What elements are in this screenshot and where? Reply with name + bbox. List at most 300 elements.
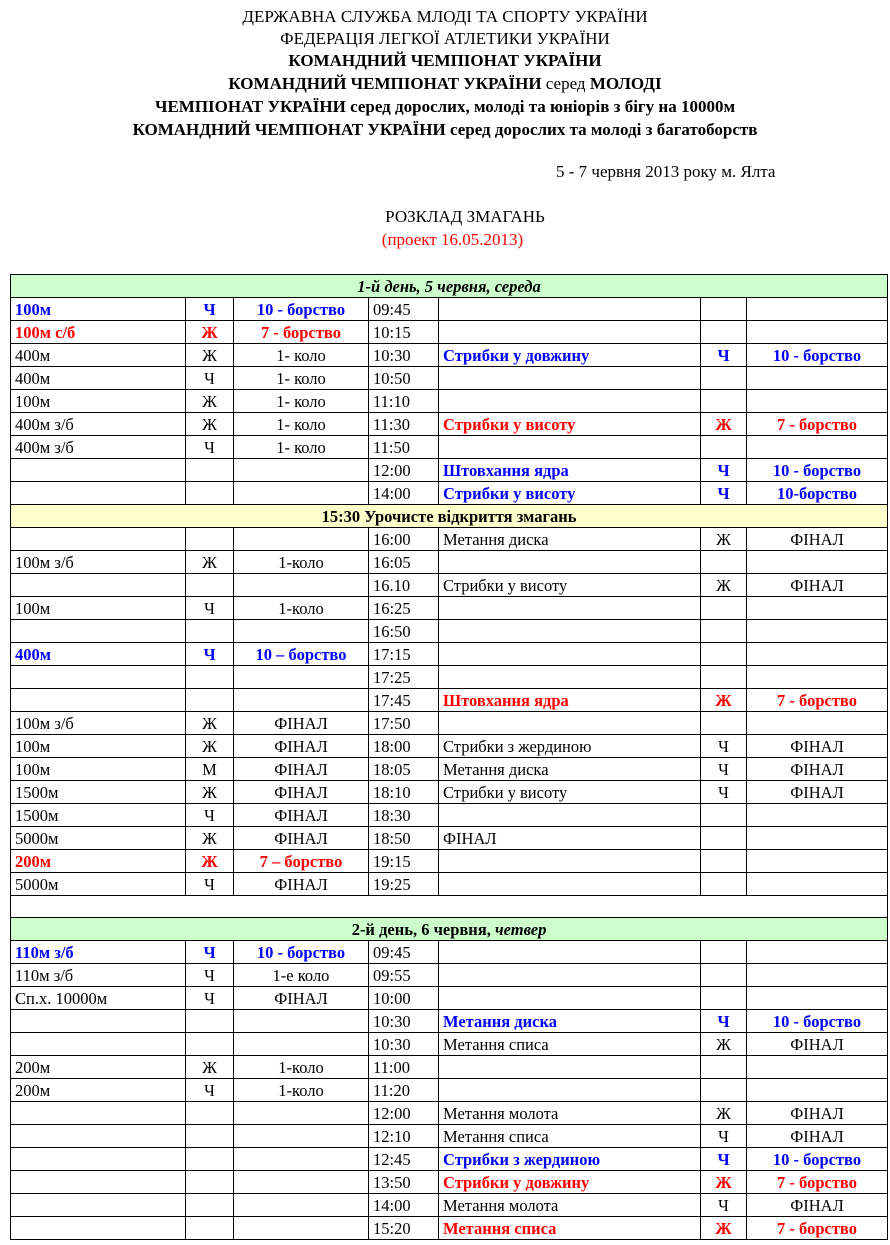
time-cell: 11:50: [369, 436, 439, 459]
field-round-cell: [747, 804, 888, 827]
track-round-cell: 10 - борство: [234, 941, 369, 964]
field-event-cell: [439, 436, 701, 459]
track-event-cell: 200м: [11, 850, 186, 873]
schedule-row: [11, 1033, 888, 1056]
field-event-cell: [439, 298, 701, 321]
track-event-cell: 110м з/б: [11, 964, 186, 987]
schedule-title: РОЗКЛАД ЗМАГАНЬ: [385, 207, 545, 226]
track-sex-cell: Ч: [186, 873, 234, 896]
time-cell: 13:50: [369, 1171, 439, 1194]
track-event-cell: [11, 1033, 186, 1056]
field-sex-cell: [701, 987, 747, 1010]
schedule-row: [11, 459, 888, 482]
track-sex-cell: Ж: [186, 390, 234, 413]
track-sex-cell: Ч: [186, 941, 234, 964]
field-round-cell: [747, 367, 888, 390]
schedule-row: [11, 528, 888, 551]
track-round-cell: 1- коло: [234, 344, 369, 367]
time-cell: 10:30: [369, 344, 439, 367]
track-sex-cell: Ж: [186, 827, 234, 850]
field-sex-cell: Ч: [701, 459, 747, 482]
field-event-cell: ФІНАЛ: [439, 827, 701, 850]
field-event-cell: [439, 941, 701, 964]
track-round-cell: 1- коло: [234, 436, 369, 459]
time-cell: 18:10: [369, 781, 439, 804]
schedule-row: [11, 1125, 888, 1148]
time-cell: 16:25: [369, 597, 439, 620]
schedule-row: [11, 321, 888, 344]
schedule-table: [10, 274, 888, 1240]
track-sex-cell: [186, 1217, 234, 1240]
track-event-cell: 400м з/б: [11, 413, 186, 436]
track-sex-cell: Ж: [186, 735, 234, 758]
track-round-cell: 1-коло: [234, 1079, 369, 1102]
field-round-cell: 10 - борство: [747, 1148, 888, 1171]
track-round-cell: [234, 1217, 369, 1240]
schedule-row: [11, 964, 888, 987]
schedule-row: [11, 643, 888, 666]
track-round-cell: 1- коло: [234, 390, 369, 413]
time-cell: 16:50: [369, 620, 439, 643]
track-round-cell: ФІНАЛ: [234, 735, 369, 758]
track-event-cell: 100м з/б: [11, 712, 186, 735]
field-event-cell: [439, 597, 701, 620]
field-round-cell: 10 - борство: [747, 344, 888, 367]
track-sex-cell: Ж: [186, 321, 234, 344]
track-event-cell: 200м: [11, 1079, 186, 1102]
track-sex-cell: Ч: [186, 597, 234, 620]
field-event-cell: [439, 1079, 701, 1102]
time-cell: 10:15: [369, 321, 439, 344]
track-event-cell: 400м: [11, 643, 186, 666]
field-event-cell: [439, 873, 701, 896]
time-cell: 17:50: [369, 712, 439, 735]
schedule-row: [11, 597, 888, 620]
track-round-cell: 1- коло: [234, 413, 369, 436]
track-sex-cell: Ж: [186, 781, 234, 804]
field-event-cell: Метання молота: [439, 1102, 701, 1125]
track-round-cell: 1-коло: [234, 1056, 369, 1079]
track-sex-cell: [186, 666, 234, 689]
field-round-cell: ФІНАЛ: [747, 528, 888, 551]
track-event-cell: [11, 1102, 186, 1125]
schedule-row: [11, 712, 888, 735]
field-event-cell: Метання списа: [439, 1217, 701, 1240]
track-round-cell: [234, 574, 369, 597]
schedule-row: [11, 850, 888, 873]
field-sex-cell: Ж: [701, 528, 747, 551]
time-cell: 19:25: [369, 873, 439, 896]
header-line-4: КОМАНДНИЙ ЧЕМПІОНАТ УКРАЇНИ серед МОЛОДІ: [228, 74, 662, 93]
field-event-cell: [439, 712, 701, 735]
track-sex-cell: Ч: [186, 987, 234, 1010]
schedule-row: [11, 1102, 888, 1125]
field-round-cell: 10-борство: [747, 482, 888, 505]
day2-header: 2-й день, 6 червня, четвер: [11, 918, 888, 941]
field-event-cell: Метання диска: [439, 528, 701, 551]
track-event-cell: 100м: [11, 758, 186, 781]
track-sex-cell: [186, 689, 234, 712]
time-cell: 10:30: [369, 1010, 439, 1033]
time-cell: 16.10: [369, 574, 439, 597]
track-sex-cell: [186, 1010, 234, 1033]
field-sex-cell: [701, 390, 747, 413]
track-round-cell: ФІНАЛ: [234, 712, 369, 735]
track-round-cell: [234, 459, 369, 482]
track-event-cell: 100м: [11, 735, 186, 758]
time-cell: 19:15: [369, 850, 439, 873]
track-sex-cell: Ч: [186, 367, 234, 390]
field-round-cell: [747, 643, 888, 666]
field-round-cell: ФІНАЛ: [747, 735, 888, 758]
field-sex-cell: [701, 873, 747, 896]
track-sex-cell: [186, 1148, 234, 1171]
time-cell: 10:50: [369, 367, 439, 390]
field-round-cell: [747, 712, 888, 735]
track-sex-cell: Ч: [186, 298, 234, 321]
schedule-row: [11, 390, 888, 413]
field-sex-cell: [701, 712, 747, 735]
field-event-cell: [439, 987, 701, 1010]
track-sex-cell: Ж: [186, 1056, 234, 1079]
schedule-row: [11, 804, 888, 827]
schedule-row: [11, 1217, 888, 1240]
track-round-cell: [234, 528, 369, 551]
track-event-cell: 5000м: [11, 827, 186, 850]
field-sex-cell: [701, 551, 747, 574]
field-event-cell: [439, 1056, 701, 1079]
field-round-cell: ФІНАЛ: [747, 1102, 888, 1125]
field-sex-cell: [701, 804, 747, 827]
schedule-row: [11, 1010, 888, 1033]
field-round-cell: [747, 941, 888, 964]
field-event-cell: Стрибки з жердиною: [439, 1148, 701, 1171]
schedule-row: [11, 1171, 888, 1194]
schedule-row: [11, 666, 888, 689]
track-event-cell: [11, 689, 186, 712]
field-event-cell: Метання диска: [439, 758, 701, 781]
track-round-cell: [234, 1148, 369, 1171]
track-sex-cell: [186, 1125, 234, 1148]
field-sex-cell: [701, 321, 747, 344]
field-sex-cell: Ч: [701, 1010, 747, 1033]
field-event-cell: Стрибки у висоту: [439, 781, 701, 804]
track-round-cell: [234, 1171, 369, 1194]
time-cell: 15:20: [369, 1217, 439, 1240]
track-event-cell: 100м: [11, 597, 186, 620]
header-line-6: КОМАНДНИЙ ЧЕМПІОНАТ УКРАЇНИ серед дорослих та молоді з багатоборств: [132, 120, 758, 139]
track-sex-cell: Ч: [186, 1079, 234, 1102]
track-round-cell: 1-коло: [234, 551, 369, 574]
field-round-cell: [747, 298, 888, 321]
track-event-cell: 100м: [11, 298, 186, 321]
field-sex-cell: Ж: [701, 1033, 747, 1056]
track-sex-cell: [186, 620, 234, 643]
time-cell: 12:45: [369, 1148, 439, 1171]
time-cell: 14:00: [369, 1194, 439, 1217]
field-sex-cell: [701, 941, 747, 964]
track-sex-cell: [186, 1194, 234, 1217]
time-cell: 17:15: [369, 643, 439, 666]
field-round-cell: 10 - борство: [747, 459, 888, 482]
field-round-cell: [747, 597, 888, 620]
track-round-cell: [234, 689, 369, 712]
track-event-cell: [11, 1194, 186, 1217]
track-event-cell: 110м з/б: [11, 941, 186, 964]
time-cell: 18:50: [369, 827, 439, 850]
field-sex-cell: Ч: [701, 781, 747, 804]
field-round-cell: 7 - борство: [747, 1171, 888, 1194]
track-sex-cell: Ж: [186, 413, 234, 436]
schedule-row: [11, 689, 888, 712]
field-event-cell: Стрибки у довжину: [439, 1171, 701, 1194]
track-event-cell: [11, 1171, 186, 1194]
track-round-cell: ФІНАЛ: [234, 781, 369, 804]
field-sex-cell: [701, 1056, 747, 1079]
field-sex-cell: Ж: [701, 413, 747, 436]
track-sex-cell: Ч: [186, 804, 234, 827]
field-round-cell: [747, 827, 888, 850]
field-sex-cell: [701, 298, 747, 321]
track-event-cell: [11, 528, 186, 551]
field-sex-cell: Ч: [701, 1125, 747, 1148]
track-sex-cell: Ч: [186, 643, 234, 666]
time-cell: 12:10: [369, 1125, 439, 1148]
field-round-cell: ФІНАЛ: [747, 1033, 888, 1056]
track-round-cell: 7 - борство: [234, 321, 369, 344]
track-event-cell: [11, 482, 186, 505]
track-round-cell: [234, 666, 369, 689]
time-cell: 18:30: [369, 804, 439, 827]
schedule-row: [11, 620, 888, 643]
track-event-cell: [11, 1125, 186, 1148]
field-sex-cell: Ж: [701, 1171, 747, 1194]
track-event-cell: 1500м: [11, 804, 186, 827]
time-cell: 17:25: [369, 666, 439, 689]
track-event-cell: 5000м: [11, 873, 186, 896]
track-sex-cell: [186, 1033, 234, 1056]
field-sex-cell: Ч: [701, 758, 747, 781]
field-sex-cell: [701, 1079, 747, 1102]
field-round-cell: [747, 964, 888, 987]
header-line-3: КОМАНДНИЙ ЧЕМПІОНАТ УКРАЇНИ: [288, 51, 602, 70]
field-round-cell: 7 - борство: [747, 689, 888, 712]
field-event-cell: [439, 964, 701, 987]
track-round-cell: [234, 482, 369, 505]
schedule-row: [11, 781, 888, 804]
time-cell: 16:05: [369, 551, 439, 574]
schedule-row: [11, 987, 888, 1010]
field-round-cell: [747, 1056, 888, 1079]
track-event-cell: 100м з/б: [11, 551, 186, 574]
schedule-row: [11, 1194, 888, 1217]
field-sex-cell: Ч: [701, 1194, 747, 1217]
field-round-cell: [747, 551, 888, 574]
track-sex-cell: Ч: [186, 436, 234, 459]
track-round-cell: [234, 1125, 369, 1148]
field-round-cell: [747, 390, 888, 413]
field-event-cell: Метання диска: [439, 1010, 701, 1033]
track-event-cell: 200м: [11, 1056, 186, 1079]
field-event-cell: [439, 850, 701, 873]
schedule-row: [11, 941, 888, 964]
track-event-cell: 1500м: [11, 781, 186, 804]
time-cell: 09:45: [369, 941, 439, 964]
field-sex-cell: [701, 643, 747, 666]
field-sex-cell: [701, 597, 747, 620]
track-round-cell: [234, 1010, 369, 1033]
track-event-cell: [11, 1010, 186, 1033]
track-event-cell: [11, 1148, 186, 1171]
time-cell: 10:00: [369, 987, 439, 1010]
track-round-cell: [234, 1033, 369, 1056]
schedule-row: [11, 1079, 888, 1102]
field-event-cell: Штовхання ядра: [439, 689, 701, 712]
track-event-cell: [11, 620, 186, 643]
field-round-cell: [747, 873, 888, 896]
spacer-row: [11, 896, 888, 918]
header-line-5: ЧЕМПІОНАТ УКРАЇНИ серед дорослих, молоді та юніорів з бігу на 10000м: [154, 97, 736, 116]
field-sex-cell: [701, 367, 747, 390]
time-cell: 12:00: [369, 1102, 439, 1125]
opening-ceremony: 15:30 Урочисте відкриття змагань: [11, 505, 888, 528]
schedule-row: [11, 413, 888, 436]
track-round-cell: 10 - борство: [234, 298, 369, 321]
field-event-cell: [439, 551, 701, 574]
field-round-cell: [747, 666, 888, 689]
track-round-cell: 1-коло: [234, 597, 369, 620]
field-event-cell: [439, 390, 701, 413]
time-cell: 11:10: [369, 390, 439, 413]
header-line-2: ФЕДЕРАЦІЯ ЛЕГКОЇ АТЛЕТИКИ УКРАЇНИ: [280, 29, 610, 48]
track-round-cell: ФІНАЛ: [234, 758, 369, 781]
track-round-cell: [234, 620, 369, 643]
track-event-cell: [11, 459, 186, 482]
time-cell: 11:20: [369, 1079, 439, 1102]
track-round-cell: 7 – борство: [234, 850, 369, 873]
track-round-cell: [234, 1102, 369, 1125]
field-sex-cell: Ч: [701, 344, 747, 367]
day1-header: 1-й день, 5 червня, середа: [11, 275, 888, 298]
field-event-cell: [439, 321, 701, 344]
time-cell: 09:45: [369, 298, 439, 321]
schedule-row: [11, 298, 888, 321]
track-round-cell: ФІНАЛ: [234, 873, 369, 896]
field-sex-cell: Ж: [701, 1217, 747, 1240]
schedule-row: [11, 367, 888, 390]
field-round-cell: [747, 321, 888, 344]
field-sex-cell: [701, 827, 747, 850]
field-sex-cell: [701, 620, 747, 643]
time-cell: 09:55: [369, 964, 439, 987]
schedule-row: [11, 1056, 888, 1079]
schedule-row: [11, 551, 888, 574]
track-event-cell: 100м: [11, 390, 186, 413]
track-sex-cell: Ж: [186, 551, 234, 574]
track-sex-cell: Ж: [186, 712, 234, 735]
field-event-cell: [439, 620, 701, 643]
track-sex-cell: М: [186, 758, 234, 781]
field-event-cell: Стрибки у висоту: [439, 413, 701, 436]
time-cell: 18:05: [369, 758, 439, 781]
field-round-cell: ФІНАЛ: [747, 1194, 888, 1217]
field-sex-cell: Ч: [701, 1148, 747, 1171]
track-event-cell: [11, 574, 186, 597]
field-round-cell: ФІНАЛ: [747, 574, 888, 597]
track-event-cell: 400м: [11, 367, 186, 390]
track-event-cell: [11, 666, 186, 689]
field-round-cell: [747, 850, 888, 873]
time-cell: 11:30: [369, 413, 439, 436]
field-sex-cell: Ч: [701, 482, 747, 505]
schedule-row: [11, 574, 888, 597]
time-cell: 12:00: [369, 459, 439, 482]
field-round-cell: 7 - борство: [747, 1217, 888, 1240]
track-sex-cell: Ч: [186, 964, 234, 987]
field-round-cell: 10 - борство: [747, 1010, 888, 1033]
field-sex-cell: Ж: [701, 1102, 747, 1125]
track-sex-cell: [186, 482, 234, 505]
schedule-row: [11, 1148, 888, 1171]
schedule-row: [11, 482, 888, 505]
field-round-cell: ФІНАЛ: [747, 1125, 888, 1148]
field-event-cell: [439, 367, 701, 390]
field-event-cell: [439, 643, 701, 666]
schedule-row: [11, 873, 888, 896]
schedule-row: [11, 827, 888, 850]
schedule-row: [11, 758, 888, 781]
field-event-cell: Стрибки у довжину: [439, 344, 701, 367]
track-sex-cell: [186, 459, 234, 482]
time-cell: 10:30: [369, 1033, 439, 1056]
field-sex-cell: Ж: [701, 574, 747, 597]
field-sex-cell: [701, 850, 747, 873]
time-cell: 17:45: [369, 689, 439, 712]
field-round-cell: [747, 1079, 888, 1102]
track-round-cell: ФІНАЛ: [234, 804, 369, 827]
track-sex-cell: Ж: [186, 850, 234, 873]
track-event-cell: 400м з/б: [11, 436, 186, 459]
field-sex-cell: [701, 436, 747, 459]
track-round-cell: 10 – борство: [234, 643, 369, 666]
track-round-cell: 1- коло: [234, 367, 369, 390]
time-cell: 18:00: [369, 735, 439, 758]
time-cell: 16:00: [369, 528, 439, 551]
track-event-cell: Сп.х. 10000м: [11, 987, 186, 1010]
field-event-cell: [439, 666, 701, 689]
track-sex-cell: [186, 528, 234, 551]
date-place: 5 - 7 червня 2013 року м. Ялта: [556, 162, 776, 181]
time-cell: 11:00: [369, 1056, 439, 1079]
schedule-body: [11, 275, 888, 1240]
field-event-cell: [439, 804, 701, 827]
track-sex-cell: [186, 1171, 234, 1194]
track-round-cell: [234, 1194, 369, 1217]
field-round-cell: [747, 987, 888, 1010]
track-round-cell: ФІНАЛ: [234, 987, 369, 1010]
track-round-cell: ФІНАЛ: [234, 827, 369, 850]
field-round-cell: 7 - борство: [747, 413, 888, 436]
field-event-cell: Метання списа: [439, 1125, 701, 1148]
field-round-cell: [747, 620, 888, 643]
field-event-cell: Метання списа: [439, 1033, 701, 1056]
track-round-cell: 1-е коло: [234, 964, 369, 987]
field-event-cell: Штовхання ядра: [439, 459, 701, 482]
field-sex-cell: Ч: [701, 735, 747, 758]
track-event-cell: 100м с/б: [11, 321, 186, 344]
schedule-row: [11, 735, 888, 758]
header-line-1: ДЕРЖАВНА СЛУЖБА МЛОДІ ТА СПОРТУ УКРАЇНИ: [242, 7, 648, 26]
